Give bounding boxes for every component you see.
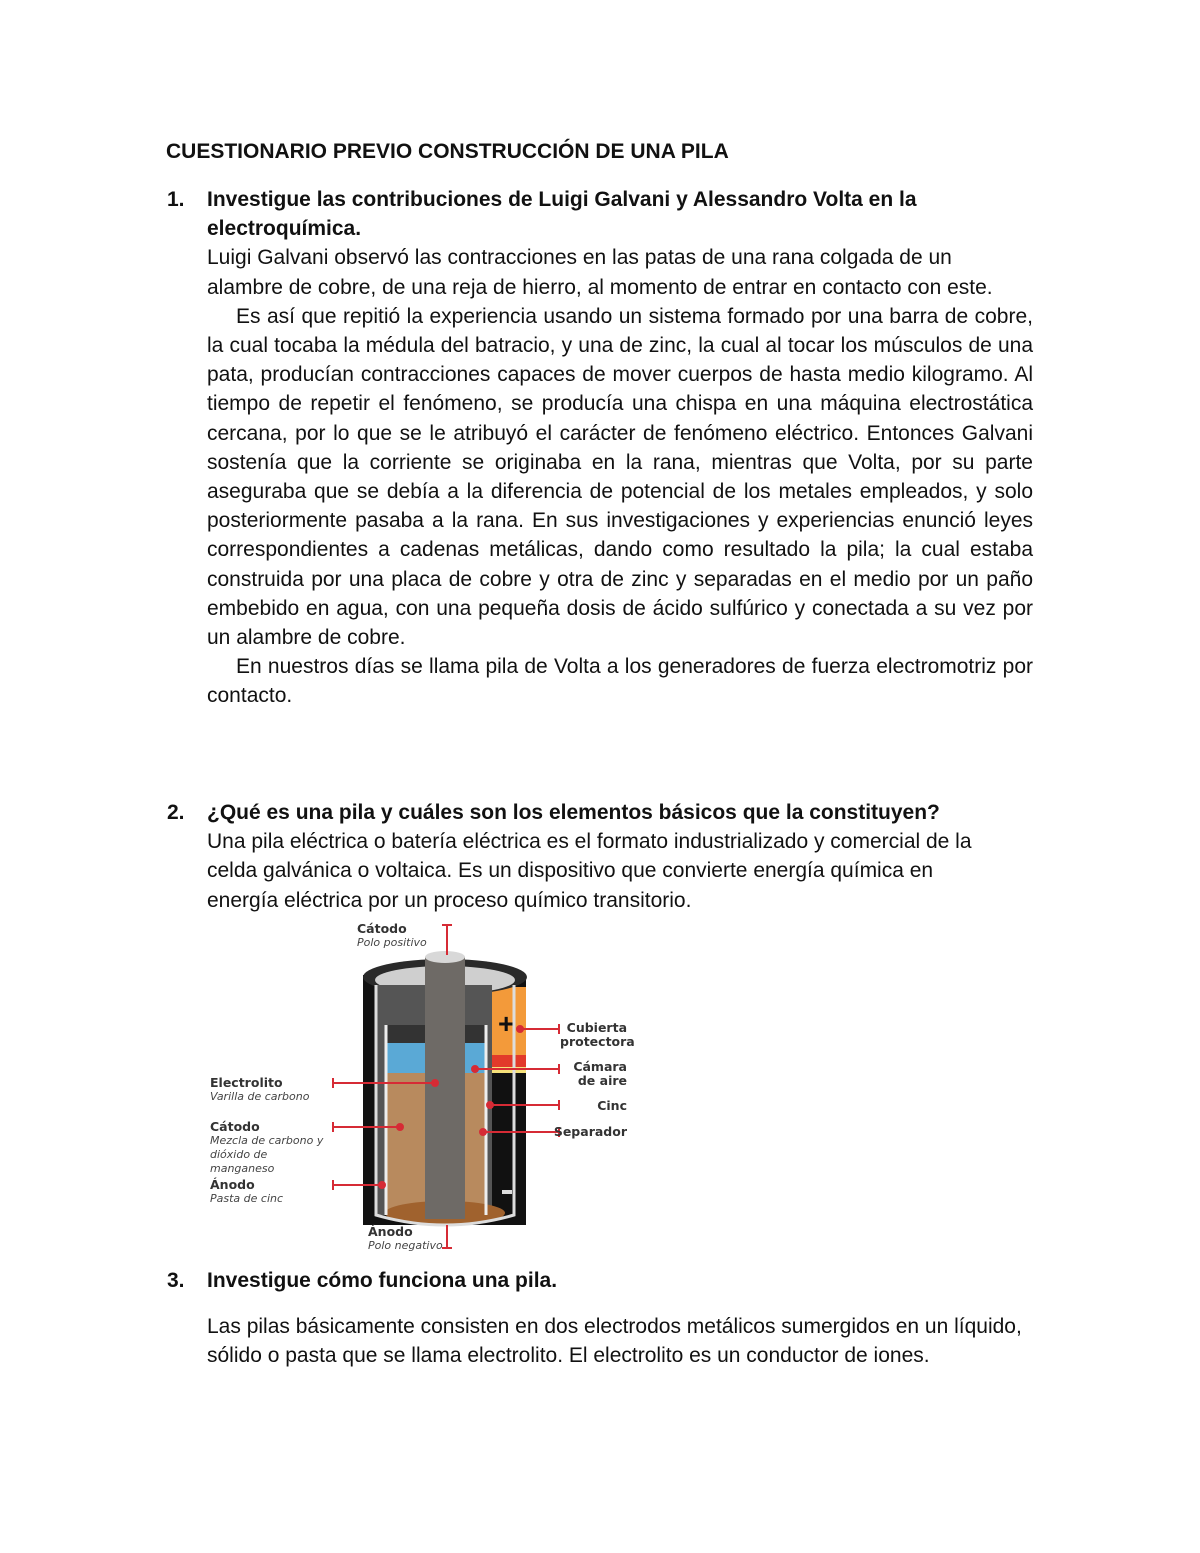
answer-paragraph: Luigi Galvani observó las contracciones en las patas de una rana colgada de un alambre de cobre, de una reja de hierro, al momento de entrar en contacto con este.: [207, 246, 993, 299]
answer-paragraph: Una pila eléctrica o batería eléctrica es el formato industrializado y comercial de la celda galvánica o voltaica. Es un dispositivo que convierte energía química en energía eléctrica por un proceso químico transitorio.: [207, 830, 972, 912]
question-heading: Investigue las contribuciones de Luigi Galvani y Alessandro Volta en la electroquímica.: [207, 188, 917, 241]
label-cathode-top: Cátodo Polo positivo: [357, 921, 427, 949]
question-heading: Investigue cómo funciona una pila.: [207, 1269, 558, 1292]
question-1: [167, 185, 1033, 711]
answer-paragraph: Es así que repitió la experiencia usando un sistema formado por una barra de cobre, la cual tocaba la médula del batracio, y una de zinc, la cual al tocar los músculos de una pata, producían contracciones capaces de mover cuerpos de hasta medio kilogramo. Al tiempo de repetir el fenómeno, se producía una chispa en una máquina electrostática cercana, por lo que se le atribuyó el carácter de fenómeno eléctrico. Entonces Galvani sostenía que la corriente se originaba en la rana, mientras que Volta, por su parte aseguraba que se debía a la diferencia de potencial de los metales empleados, y solo posteriormente pasaba a la rana. En sus investigaciones y experiencias enunció leyes correspondientes a cadenas metálicas, dando como resultado la pila; la cual estaba construida por una placa de cobre y otra de zinc y separadas en el medio por un paño embebido en agua, con una pequeña dosis de ácido sulfúrico y conectada a su vez por un alambre de cobre.: [207, 304, 1033, 650]
answer-paragraph: En nuestros días se llama pila de Volta a los generadores de fuerza electromotriz por contacto.: [207, 655, 1033, 708]
answer-paragraph: Las pilas básicamente consisten en dos electrodos metálicos sumergidos en un líquido, sólido o pasta que se llama electrolito. El electrolito es un conductor de iones.: [207, 1315, 1022, 1368]
question-number: 2.: [167, 801, 185, 824]
label-anode-bottom: Ánodo Polo negativo: [368, 1224, 443, 1252]
label-zinc: Cinc: [597, 1098, 627, 1113]
label-electrolyte: Electrolito Varilla de carbono: [210, 1075, 310, 1103]
label-cathode: Cátodo Mezcla de carbono y dióxido de manganeso: [210, 1119, 324, 1175]
question-2: [167, 798, 1027, 915]
label-protective-cover: Cubierta protectora: [560, 1020, 635, 1049]
label-separator: Separador: [553, 1124, 627, 1139]
label-air-chamber: Cámara de aire: [573, 1059, 627, 1088]
page-title: CUESTIONARIO PREVIO CONSTRUCCIÓN DE UNA PILA: [166, 140, 729, 163]
svg-text:+: +: [498, 1008, 515, 1039]
label-anode: Ánodo Pasta de cinc: [210, 1177, 284, 1205]
question-heading: ¿Qué es una pila y cuáles son los elementos básicos que la constituyen?: [207, 801, 940, 824]
question-3: [167, 1266, 1033, 1371]
question-number: 3.: [167, 1269, 185, 1292]
question-number: 1.: [167, 188, 185, 211]
battery-diagram: [200, 915, 640, 1265]
